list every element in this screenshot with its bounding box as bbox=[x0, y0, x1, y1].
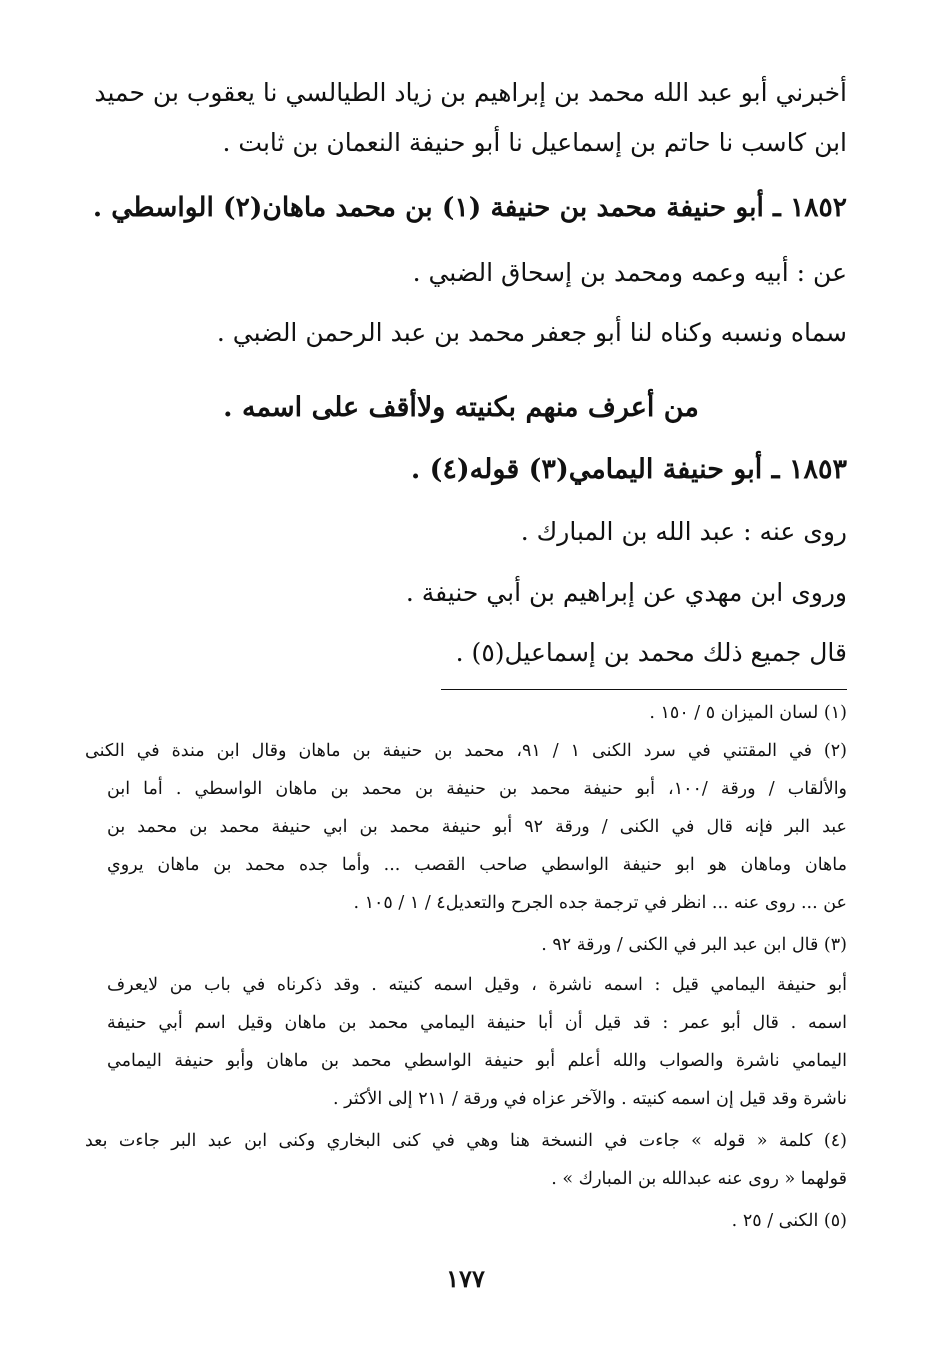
intro-line-1: أخبرني أبو عبد الله محمد بن إبراهيم بن زياد الطيالسي نا يعقوب بن حميد bbox=[94, 78, 847, 107]
footnote-3-line: (٣) قال ابن عبد البر في الكنى / ورقة ٩٢ . bbox=[541, 935, 847, 955]
entry-1852-heading: ١٨٥٢ ـ أبو حنيفة محمد بن حنيفة (١) بن محمد ماهان(٢) الواسطي . bbox=[92, 192, 847, 223]
footnote-2-line: (٢) في المقتني في سرد الكنى ١ / ٩١، محمد بن حنيفة بن ماهان وقال ابن مندة في الكنى bbox=[85, 741, 847, 761]
footnote-4-line: قولهما « روى عنه عبدالله بن المبارك » . bbox=[551, 1169, 847, 1189]
entry-1852-narrators: عن : أبيه وعمه ومحمد بن إسحاق الضبي . bbox=[412, 258, 847, 287]
section-heading: من أعرف منهم بكنيته ولاأقف على اسمه . bbox=[223, 392, 699, 423]
entry-1853-heading: ١٨٥٣ ـ أبو حنيفة اليمامي(٣) قوله(٤) . bbox=[410, 454, 847, 485]
footnote-3-line: ناشرة وقد قيل إن اسمه كنيته . والآخر عزاه في ورقة / ٢١١ إلى الأكثر . bbox=[333, 1089, 847, 1109]
entry-1853-source: قال جميع ذلك محمد بن إسماعيل(٥) . bbox=[455, 638, 847, 667]
page-number: ١٧٧ bbox=[446, 1264, 485, 1293]
footnote-5: (٥) الكنى / ٢٥ . bbox=[731, 1211, 847, 1231]
footnote-2-line: والألقاب / ورقة /١٠٠، أبو حنيفة محمد بن حنيفة بن محمد بن ماهان الواسطي . أما ابن bbox=[107, 779, 848, 799]
footnote-4-line: (٤) كلمة « قوله » جاءت في النسخة هنا وهي في كنى البخاري وكنى ابن عبد البر جاءت بعد bbox=[85, 1131, 847, 1151]
footnote-2-line: عبد البر فإنه قال في الكنى / ورقة ٩٢ أبو حنيفة محمد بن ابي حنيفة محمد بن محمد بن bbox=[107, 817, 847, 837]
footnote-separator bbox=[441, 689, 847, 690]
intro-line-2: ابن كاسب نا حاتم بن إسماعيل نا أبو حنيفة النعمان بن ثابت . bbox=[222, 128, 847, 157]
entry-1852-naming: سماه ونسبه وكناه لنا أبو جعفر محمد بن عبد الرحمن الضبي . bbox=[216, 318, 847, 347]
entry-1853-narrator: روى عنه : عبد الله بن المبارك . bbox=[520, 517, 847, 546]
footnote-2-line: عن ... روى عنه ... انظر في ترجمة جده الجرح والتعديل٤ / ١ / ١٠٥ . bbox=[353, 893, 847, 913]
footnote-3-line: اليمامي ناشرة والصواب والله أعلم أبو حنيفة الواسطي محمد بن ماهان وأبو حنيفة اليمامي bbox=[107, 1051, 847, 1071]
footnote-3-line: أبو حنيفة اليمامي قيل : اسمه ناشرة ، وقيل اسمه كنيته . وقد ذكرناه في باب من لايعرف bbox=[107, 975, 847, 995]
footnote-1: (١) لسان الميزان ٥ / ١٥٠ . bbox=[649, 703, 847, 723]
footnote-3-line: اسمه . قال أبو عمر : قد قيل أن أبا حنيفة اليمامي محمد بن ماهان وقيل اسم أبي حنيفة bbox=[107, 1013, 847, 1033]
entry-1853-narration: وروى ابن مهدي عن إبراهيم بن أبي حنيفة . bbox=[405, 578, 847, 607]
footnote-2-line: ماهان وماهان هو ابو حنيفة الواسطي صاحب القصب ... وأما جده محمد بن ماهان يروي bbox=[107, 855, 847, 875]
